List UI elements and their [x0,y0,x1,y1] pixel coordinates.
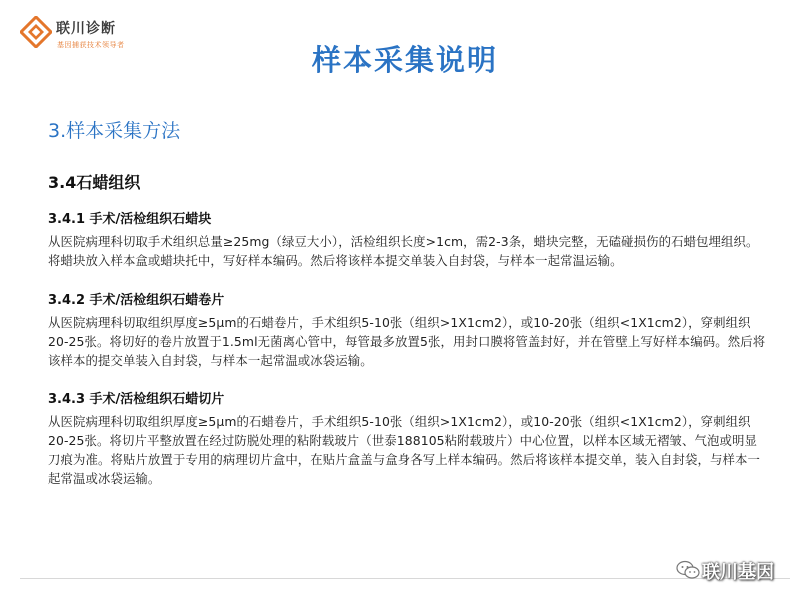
item-body: 从医院病理科切取手术组织总量≥25mg（绿豆大小），活检组织长度>1cm，需2-3条，蜡块完整，无磕碰损伤的石蜡包埋组织。将蜡块放入样本盒或蜡块托中，写好样本编码。然后将该样本提交单装入自封袋，与样本一起常温运输。 [48,234,759,268]
item-body: 从医院病理科切取组织厚度≥5μm的石蜡卷片，手术组织5-10张（组织>1X1cm2），或10-20张（组织<1X1cm2），穿刺组织20-25张。将切片平整放置在经过防脱处理的粘附载玻片（世泰188105粘附载玻片）中心位置，以样本区域无褶皱、气泡或明显刀痕为准。将贴片放置于专用的病理切片盒中，在贴片盒盖与盒身各写上样本编码。然后将该样本提交单，装入自封袋，与样本一起常温或冰袋运输。 [48,414,760,486]
watermark-text: 联川基因 [702,562,774,583]
item-heading: 3.4.3 手术/活检组织石蜡切片 [48,392,225,407]
method-item-paraffin-slide [48,390,768,488]
section-heading: 3.样本采集方法 [48,120,181,142]
item-heading: 3.4.2 手术/活检组织石蜡卷片 [48,293,225,308]
subsection-heading: 3.4石蜡组织 [48,173,141,192]
method-item-paraffin-block [48,210,768,270]
brand-name: 联川诊断 [56,21,116,37]
wechat-watermark [676,556,806,586]
slide-title: 样本采集说明 [311,43,498,77]
item-body: 从医院病理科切取组织厚度≥5μm的石蜡卷片，手术组织5-10张（组织>1X1cm2），或10-20张（组织<1X1cm2），穿刺组织20-25张。将切好的卷片放置于1.5ml无菌离心管中，每管最多放置5张，用封口膜将管盖封好，并在管壁上写好样本编码。然后将该样本的提交单装入自封袋，与样本一起常温或冰袋运输。 [48,315,766,368]
wechat-icon [676,559,700,581]
brand-slogan: 基因捕获技术领导者 [57,41,125,49]
footer-divider [20,578,790,579]
item-heading: 3.4.1 手术/活检组织石蜡块 [48,212,212,227]
method-item-paraffin-roll [48,291,768,370]
